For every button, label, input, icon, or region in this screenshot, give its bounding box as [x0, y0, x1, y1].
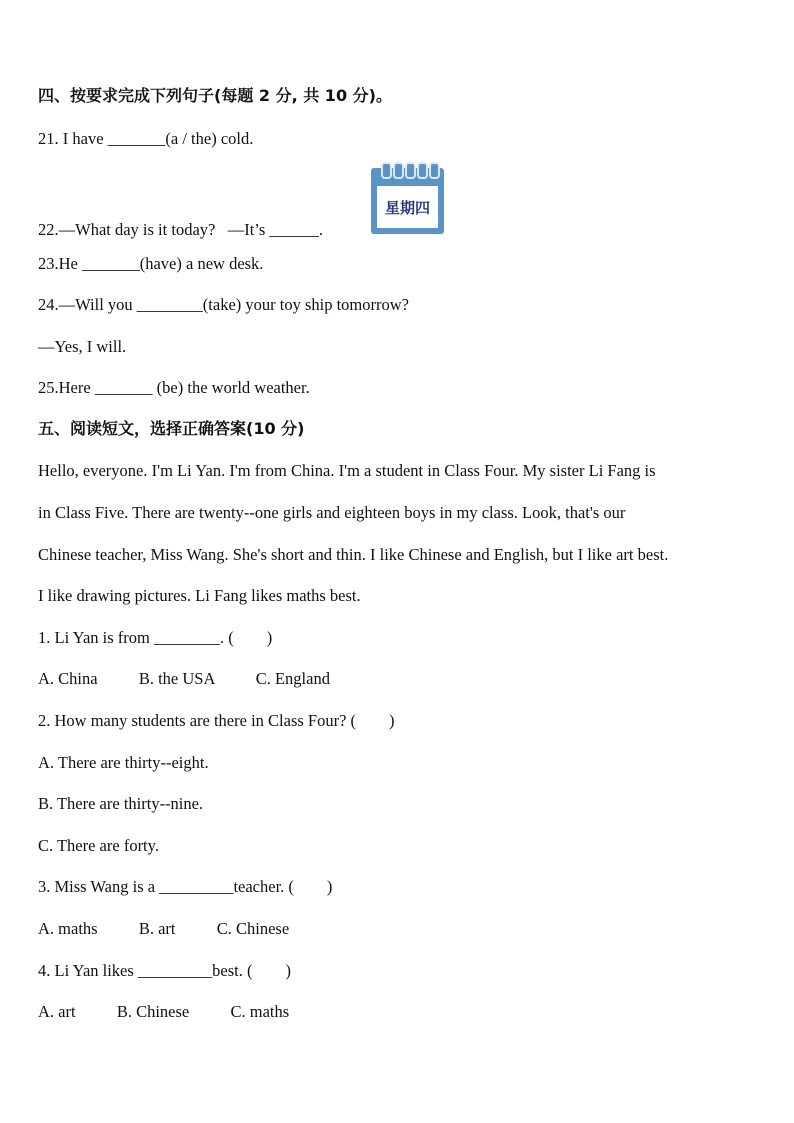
reading-question-2-option-a: A. There are thirty--eight.	[38, 753, 209, 772]
question-25: 25.Here _______ (be) the world weather.	[38, 378, 310, 397]
reading-question-3: 3. Miss Wang is a _________teacher. ( )	[38, 877, 333, 896]
calendar-ring	[417, 162, 428, 179]
calendar-ring	[381, 162, 392, 179]
reading-question-1-options: A. China B. the USA C. England	[38, 669, 330, 688]
calendar-ring	[393, 162, 404, 179]
question-21: 21. I have _______(a / the) cold.	[38, 129, 254, 148]
passage-line: in Class Five. There are twenty--one girls and eighteen boys in my class. Look, that's our	[38, 503, 626, 522]
question-22: 22.—What day is it today? —It’s ______.	[38, 220, 324, 239]
passage-line: Hello, everyone. I'm Li Yan. I'm from China. I'm a student in Class Four. My sister Li Fang is	[38, 461, 656, 480]
section5-heading: 五、阅读短文，选择正确答案(10 分)	[38, 419, 305, 438]
calendar-ring	[405, 162, 416, 179]
calendar-ring	[429, 162, 440, 179]
reading-question-2: 2. How many students are there in Class Four? ( )	[38, 711, 395, 730]
reading-question-3-options: A. maths B. art C. Chinese	[38, 919, 290, 938]
reading-question-2-option-c: C. There are forty.	[38, 836, 159, 855]
question-24: 24.—Will you ________(take) your toy ship tomorrow?	[38, 295, 409, 314]
question-24-answer: —Yes, I will.	[38, 337, 127, 356]
reading-question-2-option-b: B. There are thirty--nine.	[38, 794, 204, 813]
calendar-label: 星期四	[384, 198, 430, 217]
passage-line: Chinese teacher, Miss Wang. She's short and thin. I like Chinese and English, but I like art best.	[38, 545, 669, 564]
calendar-icon	[371, 162, 444, 234]
passage-line: I like drawing pictures. Li Fang likes maths best.	[38, 586, 361, 605]
reading-question-4-options: A. art B. Chinese C. maths	[38, 1002, 290, 1021]
section4-heading: 四、按要求完成下列句子(每题 2 分, 共 10 分)。	[38, 86, 392, 105]
question-23: 23.He _______(have) a new desk.	[38, 254, 264, 273]
reading-question-4: 4. Li Yan likes _________best. ( )	[38, 961, 291, 980]
calendar-page	[377, 186, 438, 228]
reading-question-1: 1. Li Yan is from ________. ( )	[38, 628, 273, 647]
